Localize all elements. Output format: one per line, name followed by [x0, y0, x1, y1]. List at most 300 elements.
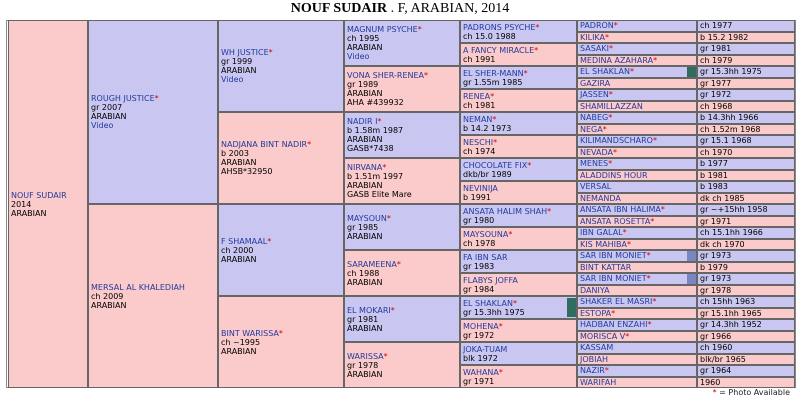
horse-name-link[interactable]: NIRVANA: [347, 163, 383, 172]
horse-detail: ARABIAN: [347, 135, 383, 144]
horse-detail: gr 1973: [700, 274, 732, 283]
horse-cell-gen4: [460, 342, 577, 365]
horse-detail-gen5: [697, 216, 795, 228]
horse-detail: ARABIAN: [347, 43, 383, 52]
photo-star-icon: *: [622, 228, 627, 237]
horse-name-link[interactable]: NEVADA: [580, 147, 613, 157]
horse-detail: ARABIAN: [91, 300, 127, 310]
horse-detail: gr 15.1hh 1965: [700, 308, 762, 318]
horse-cell-gen5: [577, 89, 697, 101]
horse-name-link[interactable]: SHAKER EL MASRI: [580, 297, 653, 306]
photo-star-icon: *: [611, 308, 616, 318]
horse-name-link[interactable]: WARISSA: [347, 351, 384, 361]
horse-cell-gen5: [577, 250, 697, 262]
video-link[interactable]: Video: [91, 121, 114, 130]
horse-name-link[interactable]: ANSATA ROSETTA: [580, 216, 651, 226]
horse-detail: b 14.2 1973: [463, 124, 512, 133]
photo-star-icon: *: [386, 213, 391, 223]
photo-star-icon: *: [605, 32, 609, 42]
horse-name-link[interactable]: MOHENA: [463, 322, 499, 331]
photo-star-icon: *: [498, 368, 503, 377]
horse-detail: b 1981: [700, 170, 728, 180]
photo-star-icon: *: [523, 69, 528, 78]
horse-name-link[interactable]: A FANCY MIRACLE: [463, 46, 535, 55]
horse-name-link[interactable]: KASSAM: [580, 343, 614, 352]
horse-name-link[interactable]: MENES: [580, 159, 609, 168]
horse-name-link[interactable]: VONA SHER-RENEA: [347, 71, 425, 80]
horse-detail: gr 1973: [700, 251, 732, 260]
horse-detail: AHA #439932: [347, 98, 404, 107]
horse-detail-gen5: [697, 331, 795, 343]
horse-detail: gr 14.3hh 1952: [700, 320, 762, 329]
horse-name-link[interactable]: RENEA: [463, 92, 491, 101]
photo-star-icon: *: [650, 216, 655, 226]
horse-detail: gr 1972: [700, 90, 732, 99]
horse-name-link[interactable]: ROUGH JUSTICE: [91, 94, 155, 103]
photo-star-icon: *: [268, 48, 273, 57]
horse-cell-gen5: [577, 66, 697, 78]
horse-name-link[interactable]: IBN GALAL: [580, 228, 623, 237]
horse-detail: b 1979: [700, 262, 728, 272]
horse-cell-gen5: [577, 239, 697, 251]
horse-cell-gen5: [577, 135, 697, 147]
horse-detail-gen5: [697, 135, 795, 147]
horse-name-link[interactable]: SASAKI: [580, 44, 610, 53]
horse-detail: ch 1978: [463, 239, 496, 248]
horse-name-link[interactable]: EL SHER-MANN: [463, 69, 524, 78]
horse-detail: gr 15.1 1968: [700, 136, 752, 145]
horse-detail-gen5: [697, 273, 795, 285]
horse-detail: ch ~1995: [221, 337, 261, 347]
photo-star-icon: *: [508, 230, 513, 239]
photo-star-icon: *: [646, 274, 651, 283]
horse-cell-gen5: [577, 262, 697, 274]
horse-name-link[interactable]: SAR IBN MONIET: [580, 274, 647, 283]
horse-detail-gen5: [697, 181, 795, 193]
horse-name-link[interactable]: FLABYS JOFFA: [463, 276, 518, 285]
horse-detail-gen5: [697, 227, 795, 239]
horse-detail: gr 1977: [700, 78, 732, 88]
horse-cell-gen5: [577, 319, 697, 331]
horse-name-link[interactable]: WH JUSTICE: [221, 48, 269, 57]
horse-detail-gen5: [697, 377, 795, 389]
horse-detail: ARABIAN: [347, 277, 383, 287]
horse-detail: gr 1981: [347, 314, 379, 324]
horse-name-link[interactable]: NABEG: [580, 113, 609, 122]
horse-detail: AHSB*32950: [221, 167, 273, 176]
horse-cell-gen4: [460, 227, 577, 250]
photo-star-icon: *: [612, 147, 617, 157]
photo-legend: [713, 388, 790, 397]
horse-detail-gen5: [697, 262, 795, 274]
horse-detail: ARABIAN: [347, 181, 383, 190]
photo-star-icon: *: [547, 207, 552, 216]
horse-detail-gen5: [697, 78, 795, 90]
horse-detail: ch 1970: [700, 147, 733, 157]
photo-star-icon: *: [382, 163, 387, 172]
horse-detail-gen5: [697, 239, 795, 251]
horse-name-link[interactable]: NEVINIJA: [463, 184, 498, 193]
photo-star-icon: *: [417, 25, 422, 34]
photo-star-icon: *: [278, 328, 283, 338]
horse-cell-gen5: [577, 124, 697, 136]
horse-detail: ARABIAN: [221, 158, 257, 167]
horse-name-link[interactable]: EL SHAKLAN: [580, 67, 630, 76]
horse-detail: gr 1983: [463, 262, 495, 271]
pedigree-header: [0, 0, 800, 18]
photo-star-icon: *: [608, 159, 613, 168]
horse-detail: GASB*7438: [347, 144, 394, 153]
horse-detail: b 2003: [221, 149, 249, 158]
photo-star-icon: *: [609, 44, 614, 53]
horse-detail: gr 1971: [700, 216, 732, 226]
horse-cell-gen4: [460, 319, 577, 342]
inbreeding-marker: [687, 67, 696, 77]
horse-detail-gen5: [697, 296, 795, 308]
horse-name-link[interactable]: MAGNUM PSYCHE: [347, 25, 418, 34]
horse-detail-gen5: [697, 308, 795, 320]
horse-detail: ch 1979: [700, 55, 733, 65]
horse-name-link[interactable]: JOKA-TUAM: [463, 345, 508, 354]
photo-star-icon: *: [424, 71, 429, 80]
photo-star-icon: *: [604, 366, 609, 375]
inbreeding-marker: [567, 298, 576, 317]
horse-detail: ch 15.0 1988: [463, 32, 516, 41]
horse-detail: ch 1977: [700, 21, 733, 30]
horse-name-link[interactable]: CHOCOLATE FIX: [463, 161, 528, 170]
horse-cell-gen5: [577, 354, 697, 366]
horse-cell-gen5: [577, 170, 697, 182]
horse-cell-gen4: [460, 204, 577, 227]
horse-cell-gen5: [577, 112, 697, 124]
horse-detail-gen5: [697, 66, 795, 78]
horse-cell-gen1: [88, 20, 218, 204]
horse-detail-gen5: [697, 89, 795, 101]
horse-name-link[interactable]: ESTOPA: [580, 308, 612, 318]
horse-detail-gen5: [697, 124, 795, 136]
horse-cell-gen5: [577, 296, 697, 308]
horse-name-link[interactable]: KILIKA: [580, 32, 605, 42]
photo-star-icon: *: [647, 320, 652, 329]
horse-detail: blk/br 1965: [700, 354, 746, 364]
photo-star-icon: *: [629, 67, 634, 76]
horse-cell-gen3: [344, 20, 460, 66]
horse-cell-gen3: [344, 204, 460, 250]
horse-detail-gen5: [697, 112, 795, 124]
horse-detail: ch 1995: [347, 34, 380, 43]
photo-star-icon: *: [653, 55, 658, 65]
horse-detail: gr 2007: [91, 103, 123, 112]
horse-detail: gr 1971: [463, 377, 495, 386]
video-link[interactable]: Video: [221, 75, 244, 84]
horse-cell-gen3: [344, 296, 460, 342]
photo-star-icon: *: [267, 236, 272, 246]
horse-name-link[interactable]: SARAMEENA: [347, 259, 397, 269]
horse-detail: gr 1972: [463, 331, 495, 340]
horse-detail: ARABIAN: [347, 89, 383, 98]
horse-detail: ARABIAN: [221, 346, 257, 356]
horse-detail: gr 1978: [700, 285, 732, 295]
horse-cell-gen4: [460, 135, 577, 158]
horse-detail: ARABIAN: [221, 254, 257, 264]
horse-cell-gen5: [577, 181, 697, 193]
horse-cell-gen2: [218, 20, 344, 112]
horse-detail: b 1977: [700, 159, 728, 168]
video-link[interactable]: Video: [347, 52, 370, 61]
horse-cell-gen5: [577, 331, 697, 343]
horse-detail-gen5: [697, 20, 795, 32]
horse-cell-gen4: [460, 89, 577, 112]
horse-detail: ARABIAN: [221, 66, 257, 75]
horse-name-link[interactable]: NEMANDA: [580, 193, 621, 203]
horse-detail: 2014: [11, 199, 32, 209]
horse-detail: ch 1991: [463, 55, 496, 64]
horse-detail-gen5: [697, 204, 795, 216]
photo-star-icon: *: [608, 113, 613, 122]
horse-cell-gen5: [577, 101, 697, 113]
horse-name-link[interactable]: ALADDINS HOUR: [580, 170, 648, 180]
horse-detail: blk 1972: [463, 354, 498, 363]
horse-detail: ARABIAN: [347, 231, 383, 241]
horse-detail: ch 15.1hh 1966: [700, 228, 763, 237]
horse-detail: ch 1960: [700, 343, 733, 352]
horse-detail: ch 1981: [463, 101, 496, 110]
horse-name-link[interactable]: MAYSOUNA: [463, 230, 509, 239]
page-title: NOUF SUDAIR: [290, 1, 388, 16]
horse-detail: ARABIAN: [347, 369, 383, 379]
horse-detail: GASB Elite Mare: [347, 190, 412, 199]
photo-star-icon: *: [307, 140, 312, 149]
horse-name-link[interactable]: NEGA: [580, 124, 603, 134]
photo-legend-text: = Photo Available: [719, 388, 790, 397]
horse-name-link[interactable]: PADRON: [580, 21, 614, 30]
photo-star-icon: *: [492, 115, 497, 124]
horse-cell-gen5: [577, 365, 697, 377]
horse-name-link[interactable]: JASSEN: [580, 90, 609, 99]
horse-name-link[interactable]: BINT WARISSA: [221, 328, 279, 338]
horse-name-link[interactable]: NEMAN: [463, 115, 493, 124]
horse-cell-gen2: [218, 296, 344, 388]
horse-name-link[interactable]: EL SHAKLAN: [463, 299, 513, 308]
horse-cell-gen4: [460, 296, 577, 319]
horse-cell-gen4: [460, 112, 577, 135]
horse-detail-gen5: [697, 319, 795, 331]
horse-detail: ch 1.52m 1968: [700, 124, 761, 134]
horse-name-link[interactable]: GAZIRA: [580, 78, 611, 88]
horse-detail: ARABIAN: [91, 112, 127, 121]
horse-cell-gen1: [88, 204, 218, 388]
horse-cell-gen5: [577, 78, 697, 90]
horse-name-link[interactable]: SAR IBN MONIET: [580, 251, 647, 260]
horse-cell-gen5: [577, 377, 697, 389]
horse-cell-gen5: [577, 227, 697, 239]
horse-detail-gen5: [697, 158, 795, 170]
horse-detail: ch 1988: [347, 268, 380, 278]
horse-name-link[interactable]: KIS MAHIBA: [580, 239, 627, 249]
horse-cell-gen4: [460, 250, 577, 273]
horse-cell-gen3: [344, 66, 460, 112]
horse-detail: b 1.51m 1997: [347, 172, 404, 181]
horse-detail-gen5: [697, 43, 795, 55]
horse-name-link[interactable]: BINT KATTAR: [580, 262, 632, 272]
horse-cell-gen3: [344, 342, 460, 388]
horse-cell-gen4: [460, 365, 577, 388]
horse-detail: ARABIAN: [11, 208, 47, 218]
horse-cell-gen5: [577, 308, 697, 320]
horse-name-link[interactable]: DANIYA: [580, 285, 610, 295]
photo-star-icon: *: [626, 239, 631, 249]
horse-detail: dkb/br 1989: [463, 170, 512, 179]
horse-name-link[interactable]: MORISCA V: [580, 331, 626, 341]
horse-detail: ch 15hh 1963: [700, 297, 756, 306]
horse-cell-gen5: [577, 273, 697, 285]
photo-star-icon: *: [154, 94, 159, 103]
horse-detail: 1960: [700, 377, 721, 387]
horse-cell-gen2: [218, 112, 344, 204]
photo-star-icon: *: [498, 322, 503, 331]
horse-detail: b 1.58m 1987: [347, 126, 404, 135]
horse-detail: ch 1974: [463, 147, 496, 156]
horse-cell-gen5: [577, 216, 697, 228]
horse-detail: gr 15.3hh 1975: [700, 67, 762, 76]
inbreeding-marker: [687, 274, 696, 284]
photo-star-icon: *: [535, 23, 540, 32]
horse-detail: gr 1966: [700, 331, 732, 341]
horse-detail: gr 1980: [463, 216, 495, 225]
horse-detail: ch 2000: [221, 245, 254, 255]
horse-detail: dk ch 1970: [700, 239, 745, 249]
horse-cell-gen4: [460, 273, 577, 296]
horse-name-link[interactable]: NESCHI: [463, 138, 494, 147]
horse-name-link[interactable]: NADIR I: [347, 117, 378, 126]
horse-detail-gen5: [697, 170, 795, 182]
horse-detail-gen5: [697, 147, 795, 159]
horse-cell-gen3: [344, 250, 460, 296]
horse-detail-gen5: [697, 342, 795, 354]
horse-cell-gen5: [577, 55, 697, 67]
horse-name-link[interactable]: ANSATA HALIM SHAH: [463, 207, 548, 216]
horse-cell-gen5: [577, 147, 697, 159]
horse-name-link[interactable]: MAYSOUN: [347, 213, 387, 223]
horse-name-link[interactable]: NAZIR: [580, 366, 605, 375]
photo-star-icon: *: [660, 205, 665, 214]
horse-detail: gr 1985: [347, 222, 379, 232]
horse-detail: b 14.3hh 1966: [700, 113, 759, 122]
photo-star-icon: *: [390, 305, 395, 315]
inbreeding-marker: [687, 251, 696, 261]
horse-cell-gen4: [460, 20, 577, 43]
horse-detail: gr 1964: [700, 366, 732, 375]
horse-detail: b 1983: [700, 182, 728, 191]
horse-name-link[interactable]: FA IBN SAR: [463, 253, 508, 262]
horse-detail-gen5: [697, 365, 795, 377]
photo-star-icon: *: [712, 388, 717, 397]
horse-detail-gen5: [697, 354, 795, 366]
horse-cell-gen4: [460, 66, 577, 89]
horse-cell-gen3: [344, 158, 460, 204]
horse-cell-gen5: [577, 43, 697, 55]
horse-name-link[interactable]: PADRONS PSYCHE: [463, 23, 536, 32]
horse-name-link[interactable]: MEDINA AZAHARA: [580, 55, 654, 65]
horse-cell-gen5: [577, 20, 697, 32]
photo-star-icon: *: [493, 138, 498, 147]
photo-star-icon: *: [527, 161, 532, 170]
horse-detail: ARABIAN: [347, 323, 383, 333]
horse-detail: gr 1999: [221, 57, 253, 66]
photo-star-icon: *: [602, 124, 607, 134]
horse-name-link[interactable]: NOUF SUDAIR: [11, 190, 67, 200]
photo-star-icon: *: [512, 299, 517, 308]
photo-star-icon: *: [490, 92, 495, 101]
photo-star-icon: *: [625, 331, 630, 341]
photo-star-icon: *: [396, 259, 401, 269]
horse-cell-gen5: [577, 158, 697, 170]
horse-cell-gen0: [8, 20, 88, 388]
horse-detail: gr 15.3hh 1975: [463, 308, 525, 317]
photo-star-icon: *: [377, 117, 382, 126]
horse-detail-gen5: [697, 285, 795, 297]
horse-detail: dk ch 1985: [700, 193, 745, 203]
photo-star-icon: *: [652, 297, 657, 306]
horse-cell-gen4: [460, 43, 577, 66]
photo-star-icon: *: [383, 351, 388, 361]
horse-name-link[interactable]: MERSAL AL KHALEDIAH: [91, 282, 185, 292]
horse-detail-gen5: [697, 55, 795, 67]
horse-detail: gr 1978: [347, 360, 379, 370]
horse-detail-gen5: [697, 101, 795, 113]
horse-detail: ch 2009: [91, 291, 124, 301]
horse-cell-gen2: [218, 204, 344, 296]
horse-detail: ch 1968: [700, 101, 733, 111]
horse-cell-gen5: [577, 32, 697, 44]
horse-detail-gen5: [697, 250, 795, 262]
horse-detail: b 15.2 1982: [700, 32, 749, 42]
page-subtitle: . F, ARABIAN, 2014: [390, 1, 510, 16]
horse-name-link[interactable]: WARIFAH: [580, 377, 617, 387]
horse-name-link[interactable]: HADBAN ENZAHI: [580, 320, 648, 329]
horse-name-link[interactable]: KILIMANDSCHARO: [580, 136, 653, 145]
horse-cell-gen4: [460, 158, 577, 181]
horse-cell-gen3: [344, 112, 460, 158]
photo-star-icon: *: [608, 90, 613, 99]
horse-detail: gr 1981: [700, 44, 732, 53]
horse-name-link[interactable]: SHAMILLAZZAN: [580, 101, 643, 111]
horse-cell-gen5: [577, 285, 697, 297]
photo-star-icon: *: [646, 251, 651, 260]
horse-name-link[interactable]: NADJANA BINT NADIR: [221, 140, 308, 149]
horse-name-link[interactable]: EL MOKARI: [347, 305, 391, 315]
horse-detail: gr ~+15hh 1958: [700, 205, 768, 214]
photo-star-icon: *: [613, 21, 618, 30]
horse-detail-gen5: [697, 193, 795, 205]
horse-detail: gr 1984: [463, 285, 495, 294]
horse-name-link[interactable]: VERSAL: [580, 182, 612, 191]
horse-name-link[interactable]: WAHANA: [463, 368, 499, 377]
horse-cell-gen5: [577, 204, 697, 216]
photo-star-icon: *: [652, 136, 657, 145]
horse-name-link[interactable]: ANSATA IBN HALIMA: [580, 205, 661, 214]
horse-name-link[interactable]: JOBIAH: [580, 354, 608, 364]
horse-cell-gen5: [577, 342, 697, 354]
horse-detail: gr 1989: [347, 80, 379, 89]
horse-name-link[interactable]: F SHAMAAL: [221, 236, 268, 246]
horse-cell-gen4: [460, 181, 577, 204]
horse-detail: b 1991: [463, 193, 491, 202]
horse-detail-gen5: [697, 32, 795, 44]
horse-detail: gr 1.55m 1985: [463, 78, 523, 87]
photo-star-icon: *: [534, 46, 539, 55]
horse-cell-gen5: [577, 193, 697, 205]
